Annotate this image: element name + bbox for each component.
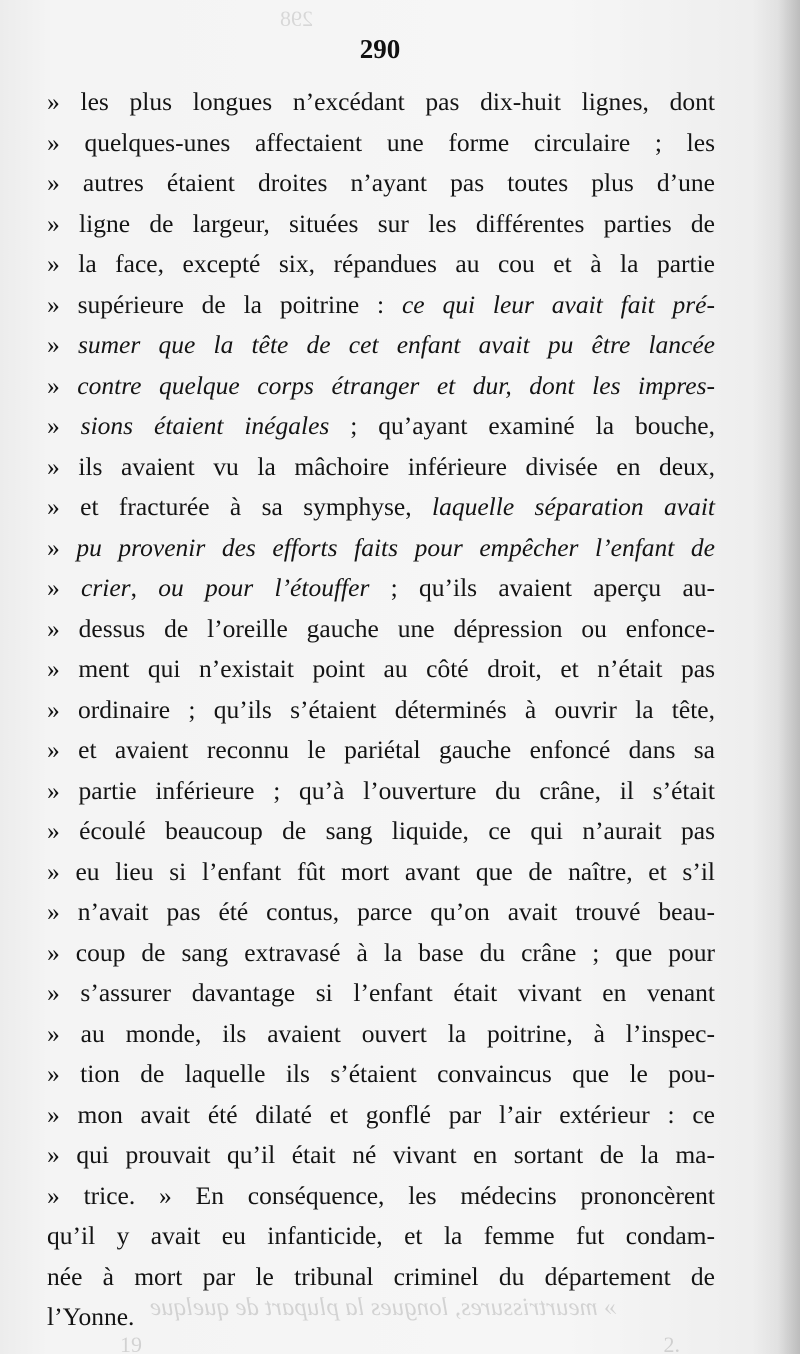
bleed-text-line: » meurtrissures, longues la plupart de quelque [150, 1294, 617, 1321]
text-line [47, 734, 715, 775]
line-text: » supérieure de la poitrine : [47, 289, 402, 319]
text-line [47, 127, 715, 168]
italic-text: ce qui leur avait fait pré- [401, 289, 715, 319]
line-text: » mon avait été dilaté et gonflé par l’air extérieur : ce [47, 1099, 715, 1129]
text-line [47, 167, 715, 208]
italic-text: ou pour l’étouffer [158, 573, 370, 602]
text-line [47, 694, 715, 735]
line-text: » eu lieu si l’enfant fût mort avant que de naître, et s’il [47, 856, 715, 886]
text-line [47, 451, 715, 492]
text-line: » contre quelque corps étranger et dur, dont les impres- [47, 370, 716, 400]
text-line [47, 1099, 715, 1140]
line-text: » quelques-unes affectaient une forme circulaire ; les [47, 127, 715, 157]
line-text: » la face, excepté six, répandues au cou et à la partie [47, 249, 715, 278]
line-text: » ils avaient vu la mâchoire inférieure divisée en deux, [47, 451, 715, 481]
text-line [47, 815, 715, 856]
line-text: » ment qui n’existait point au côté droit, et n’était pas [47, 654, 715, 683]
line-text: » ligne de largeur, situées sur les différentes parties de [47, 208, 715, 238]
text-line [47, 856, 715, 897]
line-text: » qui prouvait qu’il était né vivant en sortant de la ma- [47, 1140, 715, 1169]
text-line [47, 248, 715, 289]
line-text: » s’assurer davantage si l’enfant était vivant en venant [47, 978, 715, 1007]
line-text: » n’avait pas été contus, parce qu’on avait trouvé beau- [47, 897, 715, 926]
line-text: » au monde, ils avaient ouvert la poitrine, à l’inspec- [47, 1018, 715, 1048]
italic-text: sumer que la tête de cet enfant avait pu être lancée [77, 330, 715, 359]
line-text: » ordinaire ; qu’ils s’étaient déterminés à ouvrir la tête, [47, 694, 715, 724]
text-line [47, 977, 715, 1018]
line-text: » autres étaient droites n’ayant pas toutes plus d’une [47, 168, 715, 197]
line-text: » trice. » En conséquence, les médecins prononcèrent [47, 1180, 715, 1210]
text-line: » pu provenir des efforts faits pour empêcher l’enfant de [47, 532, 715, 562]
text-line: » crier, ou pour l’étouffer ; qu’ils avaient aperçu au- [47, 573, 716, 602]
text-line [47, 937, 715, 978]
text-line [47, 1301, 715, 1342]
line-text: » écoulé beaucoup de sang liquide, ce qui n’aurait pas [47, 816, 715, 845]
page-edge-shadow [778, 0, 800, 1354]
text-line: » sions étaient inégales ; qu’ayant examiné la bouche, [47, 411, 715, 440]
italic-text: crier [81, 573, 131, 602]
page-number: 290 [359, 34, 401, 64]
bleed-signature-left: 19 [120, 1332, 142, 1354]
bleed-page-number: 298 [280, 6, 313, 31]
line-text: » les plus longues n’excédant pas dix-huit lignes, dont [47, 87, 715, 116]
italic-text: sions étaient inégales [80, 411, 330, 440]
line-text: » partie inférieure ; qu’à l’ouverture du crâne, il s’était [47, 775, 715, 805]
text-line [47, 896, 715, 937]
line-text: née à mort par le tribunal criminel du département de [47, 1261, 715, 1291]
text-line [47, 1058, 715, 1099]
text-line [47, 1261, 715, 1302]
text-line [47, 1018, 715, 1059]
line-text: » et fracturée à sa symphyse, [47, 492, 433, 521]
text-line [47, 613, 715, 654]
text-line [47, 1180, 715, 1221]
body-text [47, 86, 715, 1342]
text-line [47, 289, 715, 330]
text-line [47, 491, 715, 532]
text-line [47, 208, 715, 249]
text-line [47, 1139, 715, 1180]
italic-text: pu provenir des efforts faits pour empêcher l’enfant de [76, 532, 715, 562]
text-line [47, 775, 715, 816]
text-line [47, 86, 715, 127]
text-line [47, 653, 715, 694]
line-text: l’Yonne. [47, 1302, 135, 1331]
line-text: qu’il y avait eu infanticide, et la femme fut condam- [47, 1221, 715, 1250]
text-line [47, 1220, 715, 1261]
line-text: » dessus de l’oreille gauche une dépression ou enfonce- [47, 613, 715, 643]
bleed-signature-right: 2. [663, 1332, 680, 1354]
italic-text: contre quelque corps étranger et dur, dont les impres- [77, 370, 716, 400]
italic-text: laquelle séparation avait [432, 492, 716, 521]
line-text: » et avaient reconnu le pariétal gauche enfoncé dans sa [47, 735, 715, 764]
line-text: » coup de sang extravasé à la base du crâne ; que pour [47, 937, 715, 967]
line-text: » tion de laquelle ils s’étaient convaincus que le pou- [47, 1059, 715, 1088]
text-line: » sumer que la tête de cet enfant avait pu être lancée [47, 330, 715, 359]
